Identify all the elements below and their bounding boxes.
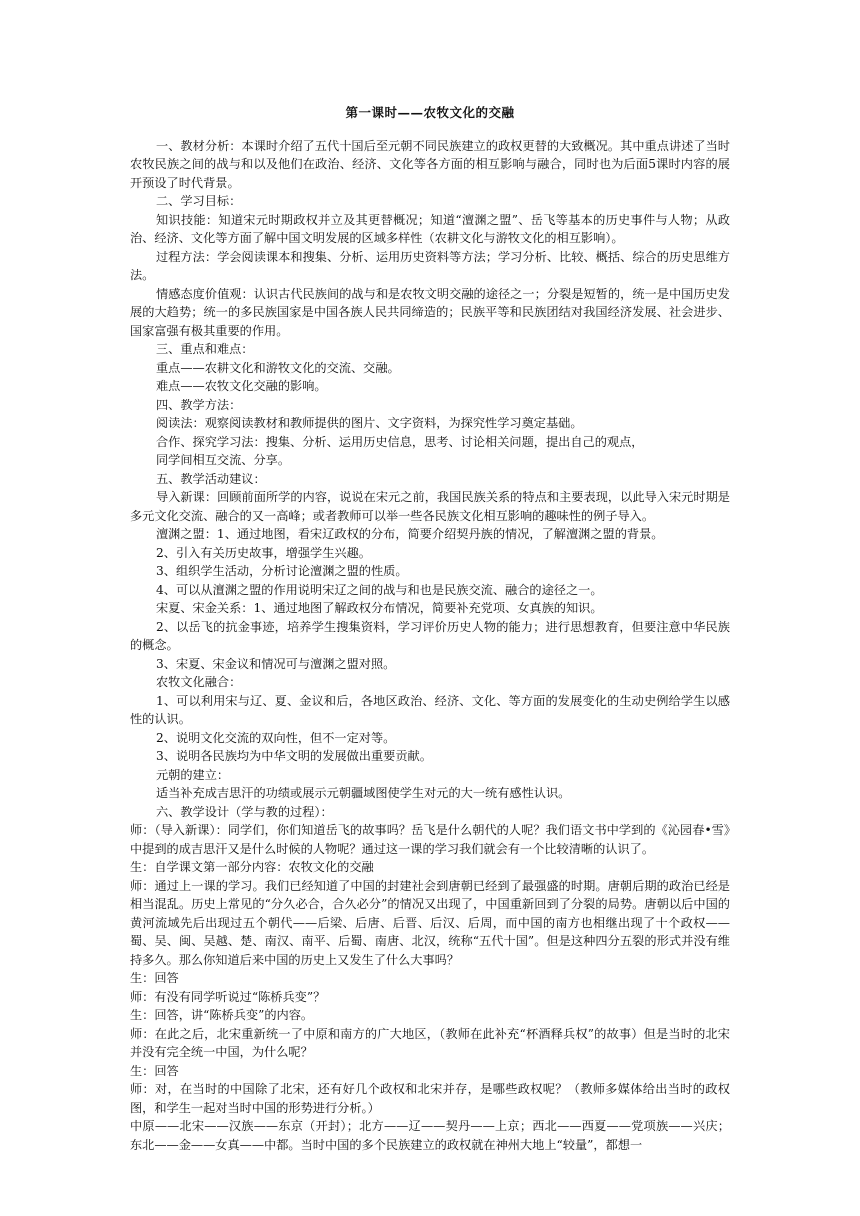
paragraph: 师：通过上一课的学习。我们已经知道了中国的封建社会到唐朝已经到了最强盛的时期。唐朝后期的政治已经是相当混乱。历史上常见的“分久必合，合久必分”的情况又出现了，中国重新回到了分裂的局势。唐朝以后中国的黄河流域先后出现过五个朝代——后梁、后唐、后晋、后汉、后周，而中国的南方也相继出现了十个政权——蜀、吴、闽、吴越、楚、南汉、南平、后蜀、南唐、北汉，统称“五代十国”。但是这种四分五裂的形式并没有维持多久。那么你知道后来中国的历史上又发生了什么大事吗？ [130, 878, 730, 967]
paragraph: 六、教学设计（学与教的过程）： [156, 804, 333, 819]
paragraph: 导入新课：回顾前面所学的内容，说说在宋元之前，我国民族关系的特点和主要表现，以此导入宋元时期是多元文化交流、融合的又一高峰；或者教师可以举一些各民族文化相互影响的趣味性的例子导入。 [130, 490, 730, 523]
paragraph: 难点——农牧文化交融的影响。 [156, 379, 327, 393]
paragraph: 适当补充成吉思汗的功绩或展示元朝疆域图使学生对元的大一统有感性认识。 [156, 786, 571, 800]
paragraph: 生：回答 [130, 971, 179, 985]
paragraph: 3、说明各民族均为中华文明的发展做出重要贡献。 [156, 749, 432, 763]
paragraph: 生：回答 [130, 1063, 179, 1078]
paragraph: 师：对，在当时的中国除了北宋，还有好几个政权和北宋并存，是哪些政权呢？（教师多媒体给出当时的政权图，和学生一起对当时中国的形势进行分析。） [130, 1082, 730, 1115]
paragraph: 师：在此之后，北宋重新统一了中原和南方的广大地区，（教师在此补充“杯酒释兵权”的故事）但是当时的北宋并没有完全统一中国，为什么呢？ [130, 1026, 730, 1059]
document-body [130, 137, 730, 1155]
paragraph: 同学间相互交流、分享。 [156, 453, 291, 467]
paragraph: 过程方法：学会阅读课本和搜集、分析、运用历史资料等方法；学习分析、比较、概括、综合的历史思维方法。 [130, 249, 730, 282]
paragraph: 4、可以从澶渊之盟的作用说明宋辽之间的战与和也是民族交流、融合的途径之一。 [156, 582, 603, 597]
paragraph: 师：有没有同学听说过“陈桥兵变”？ [130, 989, 326, 1004]
paragraph: 情感态度价值观：认识古代民族间的战与和是农牧文明交融的途径之一；分裂是短暂的，统一是中国历史发展的大趋势；统一的多民族国家是中国各族人民共同缔造的；民族平等和民族团结对我国经济发展、社会进步、国家富强有极其重要的作用。 [130, 286, 730, 338]
paragraph: 四、教学方法： [156, 397, 242, 412]
paragraph: 2、说明文化交流的双向性，但不一定对等。 [156, 730, 396, 745]
paragraph: 中原——北宋——汉族——东京（开封）；北方——辽——契丹——上京；西北——西夏——党项族——兴庆；东北——金——女真——中都。当时中国的多个民族建立的政权就在神州大地上“较量”，都想一 [130, 1119, 730, 1152]
paragraph: 师：（导入新课）：同学们，你们知道岳飞的故事吗？岳飞是什么朝代的人呢？我们语文书中学到的《沁园春•雪》中提到的成吉思汗又是什么时候的人物呢？通过这一课的学习我们就会有一个比较清晰的认识了。 [130, 823, 730, 856]
paragraph: 2、以岳飞的抗金事迹，培养学生搜集资料，学习评价历史人物的能力；进行思想教育，但要注意中华民族的概念。 [130, 619, 730, 652]
paragraph: 阅读法：观察阅读教材和教师提供的图片、文字资料，为探究性学习奠定基础。 [156, 416, 583, 430]
paragraph: 生：回答，讲“陈桥兵变”的内容。 [130, 1008, 314, 1022]
paragraph: 宋夏、宋金关系：1、通过地图了解政权分布情况，简要补充党项、女真族的知识。 [156, 601, 603, 615]
paragraph: 2、引入有关历史故事，增强学生兴趣。 [156, 545, 371, 560]
paragraph: 知识技能：知道宋元时期政权并立及其更替概况；知道“澶渊之盟”、岳飞等基本的历史事件与人物；从政治、经济、文化等方面了解中国文明发展的区域多样性（农耕文化与游牧文化的相互影响）。 [130, 212, 730, 245]
paragraph: 一、教材分析：本课时介绍了五代十国后至元朝不同民族建立的政权更替的大致概况。其中重点讲述了当时农牧民族之间的战与和以及他们在政治、经济、文化等各方面的相互影响与融合，同时也为后面5课时内容的展开预设了时代背景。 [130, 138, 730, 190]
paragraph: 五、教学活动建议： [156, 471, 266, 486]
paragraph: 1、可以利用宋与辽、夏、金议和后，各地区政治、经济、文化、等方面的发展变化的生动史例给学生以感性的认识。 [130, 693, 730, 726]
paragraph: 3、组织学生活动，分析讨论澶渊之盟的性质。 [156, 564, 408, 578]
paragraph: 农牧文化融合： [156, 675, 242, 689]
paragraph: 三、重点和难点： [156, 342, 254, 356]
paragraph: 二、学习目标： [156, 194, 242, 208]
paragraph: 元朝的建立： [156, 767, 230, 782]
paragraph: 3、宋夏、宋金议和情况可与澶渊之盟对照。 [156, 656, 396, 671]
paragraph: 合作、探究学习法：搜集、分析、运用历史信息，思考、讨论相关问题，提出自己的观点， [156, 434, 644, 449]
document-page [130, 100, 730, 1154]
paragraph: 重点——农耕文化和游牧文化的交流、交融。 [156, 360, 400, 375]
paragraph: 澶渊之盟：1、通过地图，看宋辽政权的分布，简要介绍契丹族的情况，了解澶渊之盟的背景。 [156, 527, 664, 541]
paragraph: 生：自学课文第一部分内容：农牧文化的交融 [130, 860, 374, 874]
document-title: 第一课时——农牧文化的交融 [345, 105, 515, 120]
